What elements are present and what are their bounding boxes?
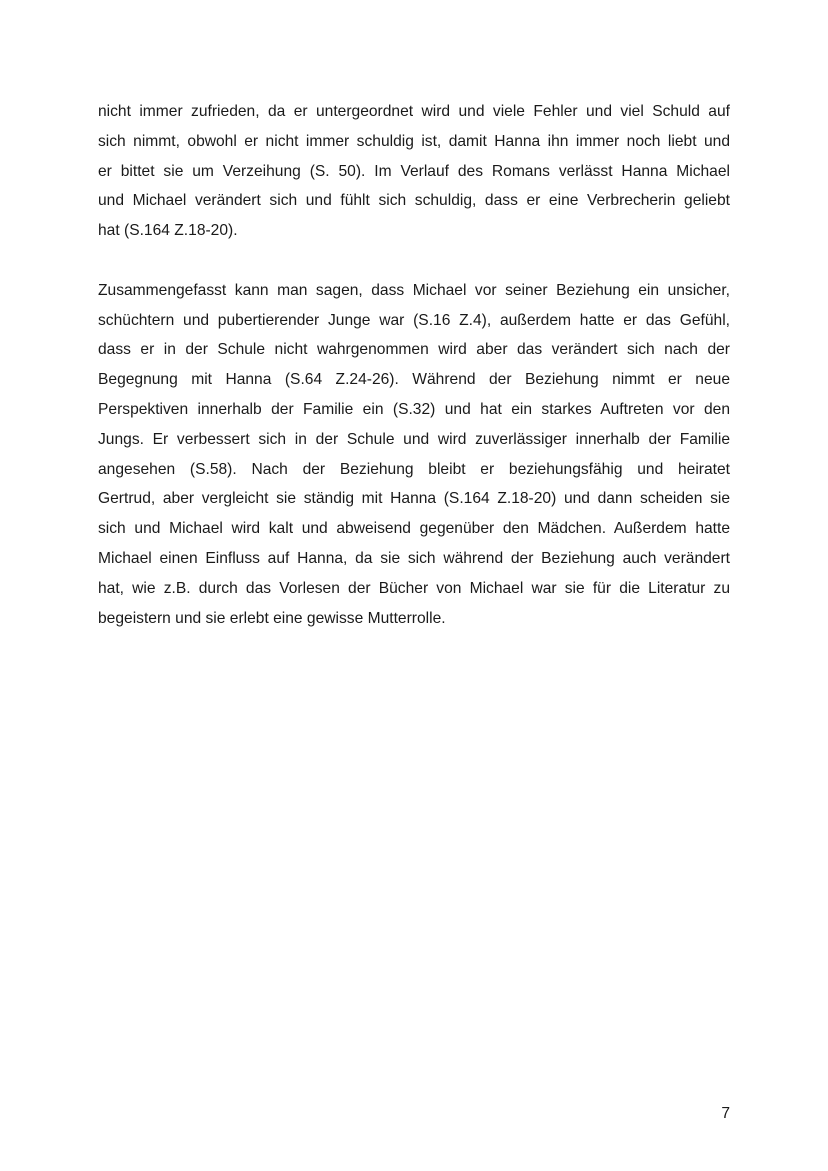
text-line: Perspektiven innerhalb der Familie ein (S.32) und hat ein starkes Auftreten vor den <box>98 400 730 418</box>
paragraph-2 <box>98 276 730 634</box>
text-line: begeistern und sie erlebt eine gewisse Mutterrolle. <box>98 609 446 627</box>
text-line: sich nimmt, obwohl er nicht immer schuldig ist, damit Hanna ihn immer noch liebt und <box>98 132 730 150</box>
text-line: Jungs. Er verbessert sich in der Schule und wird zuverlässiger innerhalb der Familie <box>98 430 730 448</box>
text-line: er bittet sie um Verzeihung (S. 50). Im Verlauf des Romans verlässt Hanna Michael <box>98 162 730 180</box>
page-number: 7 <box>721 1105 730 1122</box>
body-text <box>98 97 730 633</box>
text-line: Gertrud, aber vergleicht sie ständig mit Hanna (S.164 Z.18-20) und dann scheiden sie <box>98 490 730 508</box>
text-line: dass er in der Schule nicht wahrgenommen wird aber das verändert sich nach der <box>98 341 730 359</box>
text-line: schüchtern und pubertierender Junge war (S.16 Z.4), außerdem hatte er das Gefühl, <box>98 311 730 329</box>
text-line: Zusammengefasst kann man sagen, dass Michael vor seiner Beziehung ein unsicher, <box>98 281 730 299</box>
text-line: angesehen (S.58). Nach der Beziehung bleibt er beziehungsfähig und heiratet <box>98 460 730 478</box>
paragraph-1 <box>98 97 730 246</box>
text-line: und Michael verändert sich und fühlt sich schuldig, dass er eine Verbrecherin geliebt <box>98 192 730 210</box>
text-line: Begegnung mit Hanna (S.64 Z.24-26). Während der Beziehung nimmt er neue <box>98 371 730 389</box>
text-line: nicht immer zufrieden, da er untergeordnet wird und viele Fehler und viel Schuld auf <box>98 103 730 120</box>
text-line: sich und Michael wird kalt und abweisend gegenüber den Mädchen. Außerdem hatte <box>98 520 730 538</box>
text-line: hat (S.164 Z.18-20). <box>98 222 238 240</box>
text-line: hat, wie z.B. durch das Vorlesen der Bücher von Michael war sie für die Literatur zu <box>98 579 730 597</box>
text-line: Michael einen Einfluss auf Hanna, da sie sich während der Beziehung auch verändert <box>98 549 730 567</box>
